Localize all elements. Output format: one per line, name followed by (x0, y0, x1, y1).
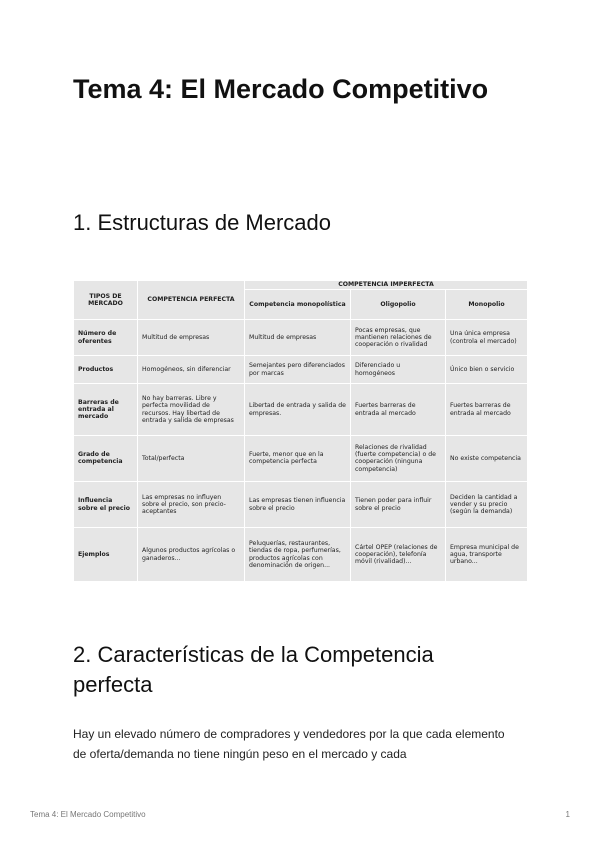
body-paragraph: Hay un elevado número de compradores y vendedores por la que cada elemento de oferta/demanda no tiene ningún peso en el mercado y cada (73, 727, 505, 761)
section-heading-estructuras: 1. Estructuras de Mercado (73, 210, 332, 235)
row-header: Productos (74, 356, 138, 384)
table-cell: Tienen poder para influir sobre el precio (351, 482, 446, 528)
imperfect-competition-header: COMPETENCIA IMPERFECTA (245, 281, 528, 290)
table-cell: Relaciones de rivalidad (fuerte competencia) o de cooperación (ninguna competencia) (351, 435, 446, 481)
table-cell: Una única empresa (controla el mercado) (446, 320, 528, 356)
table-cell: Empresa municipal de agua, transporte urbano... (446, 528, 528, 582)
table-cell: Deciden la cantidad a vender y su precio (según la demanda) (446, 482, 528, 528)
table-cell: No existe competencia (446, 435, 528, 481)
table-cell: Total/perfecta (138, 435, 245, 481)
row-header: Influencia sobre el precio (74, 482, 138, 528)
row-header: Barreras de entrada al mercado (74, 384, 138, 435)
table-cell: Libertad de entrada y salida de empresas. (245, 384, 351, 435)
table-cell: Fuertes barreras de entrada al mercado (446, 384, 528, 435)
table-row (74, 356, 528, 384)
market-structures-table (73, 280, 528, 582)
table-cell: Semejantes pero diferenciados por marcas (245, 356, 351, 384)
footer-title: Tema 4: El Mercado Competitivo (30, 810, 146, 819)
table-header-row (74, 281, 528, 290)
table-cell: Multitud de empresas (138, 320, 245, 356)
table-cell: Las empresas no influyen sobre el precio, son precio-aceptantes (138, 482, 245, 528)
table-row (74, 482, 528, 528)
table-cell: Las empresas tienen influencia sobre el precio (245, 482, 351, 528)
table-cell: Pocas empresas, que mantienen relaciones de cooperación o rivalidad (351, 320, 446, 356)
table-cell: Fuerte, menor que en la competencia perfecta (245, 435, 351, 481)
table-cell: Único bien o servicio (446, 356, 528, 384)
monopoly-header: Monopolio (446, 289, 528, 319)
table-cell: Homogéneos, sin diferenciar (138, 356, 245, 384)
monopolistic-header: Competencia monopolística (245, 289, 351, 319)
table-cell: Cártel OPEP (relaciones de cooperación), telefonía móvil (rivalidad)... (351, 528, 446, 582)
row-header: Número de oferentes (74, 320, 138, 356)
table-cell: No hay barreras. Libre y perfecta movilidad de recursos. Hay libertad de entrada y salida de empresas (138, 384, 245, 435)
table-cell: Peluquerías, restaurantes, tiendas de ropa, perfumerías, productos agrícolas con denominación de origen... (245, 528, 351, 582)
perfect-competition-header: COMPETENCIA PERFECTA (138, 281, 245, 320)
table-cell: Fuertes barreras de entrada al mercado (351, 384, 446, 435)
table-row (74, 320, 528, 356)
table-cell: Diferenciado u homogéneos (351, 356, 446, 384)
oligopoly-header: Oligopolio (351, 289, 446, 319)
table-row (74, 435, 528, 481)
page-title: Tema 4: El Mercado Competitivo (73, 74, 489, 104)
footer-page-number: 1 (565, 810, 570, 819)
section-heading-caracteristicas: 2. Características de la Competencia perfecta (73, 642, 434, 697)
row-header: Ejemplos (74, 528, 138, 582)
table-cell: Multitud de empresas (245, 320, 351, 356)
corner-header: TIPOS DE MERCADO (74, 281, 138, 320)
row-header: Grado de competencia (74, 435, 138, 481)
table-cell: Algunos productos agrícolas o ganaderos... (138, 528, 245, 582)
table-row (74, 384, 528, 435)
table-row (74, 528, 528, 582)
